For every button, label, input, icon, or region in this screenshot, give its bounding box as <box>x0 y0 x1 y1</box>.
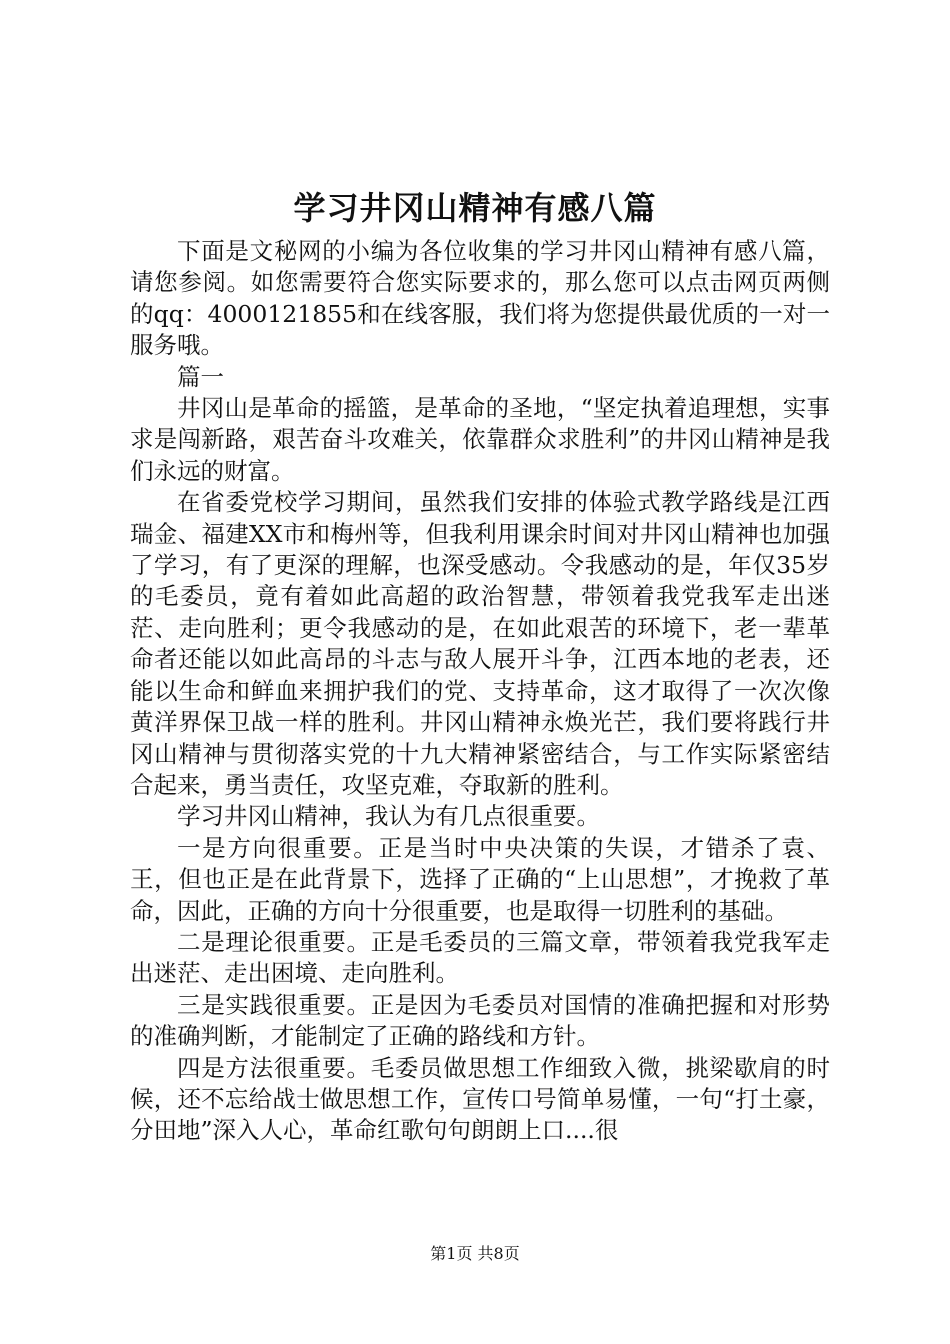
paragraph: 三是实践很重要。正是因为毛委员对国情的准确把握和对形势的准确判断，才能制定了正确的路线和方针。 <box>130 990 830 1051</box>
paragraph: 学习井冈山精神，我认为有几点很重要。 <box>177 802 600 831</box>
document-title: 学习井冈山精神有感八篇 <box>293 189 657 227</box>
section-heading: 篇一 <box>177 362 224 391</box>
paragraph: 二是理论很重要。正是毛委员的三篇文章，带领着我党我军走出迷茫、走出困境、走向胜利。 <box>130 927 830 988</box>
paragraph: 井冈山是革命的摇篮，是革命的圣地，“坚定执着追理想，实事求是闯新路，艰苦奋斗攻难关，依靠群众求胜利”的井冈山精神是我们永远的财富。 <box>130 394 830 485</box>
document-body <box>130 236 830 1147</box>
paragraph: 一是方向很重要。正是当时中央决策的失误，才错杀了袁、王，但也正是在此背景下，选择了正确的“上山思想”，才挽救了革命，因此，正确的方向十分很重要，也是取得一切胜利的基础。 <box>130 833 830 925</box>
paragraph-intro: 下面是文秘网的小编为各位收集的学习井冈山精神有感八篇，请您参阅。如您需要符合您实际要求的，那么您可以点击网页两侧的qq：4000121855和在线客服，我们将为您提供最优质的一对一服务哦。 <box>130 237 830 360</box>
paragraph: 在省委党校学习期间，虽然我们安排的体验式教学路线是江西瑞金、福建XX市和梅州等，但我利用课余时间对井冈山精神也加强了学习，有了更深的理解，也深受感动。令我感动的是，年仅35岁的毛委员，竟有着如此高超的政治智慧，带领着我党我军走出迷茫、走向胜利；更令我感动的是，在如此艰苦的环境下，老一辈革命者还能以如此高昂的斗志与敌人展开斗争，江西本地的老表，还能以生命和鲜血来拥护我们的党、支持革命，这才取得了一次次像黄洋界保卫战一样的胜利。井冈山精神永焕光芒，我们要将践行井冈山精神与贯彻落实党的十九大精神紧密结合，与工作实际紧密结合起来，勇当责任，攻坚克难，夺取新的胜利。 <box>130 488 830 799</box>
paragraph: 四是方法很重要。毛委员做思想工作细致入微，挑梁歇肩的时候，还不忘给战士做思想工作，宣传口号简单易懂，一句“打土豪，分田地”深入人心，革命红歌句句朗朗上口....很 <box>130 1053 830 1145</box>
page-number: 第1页 共8页 <box>430 1244 520 1263</box>
